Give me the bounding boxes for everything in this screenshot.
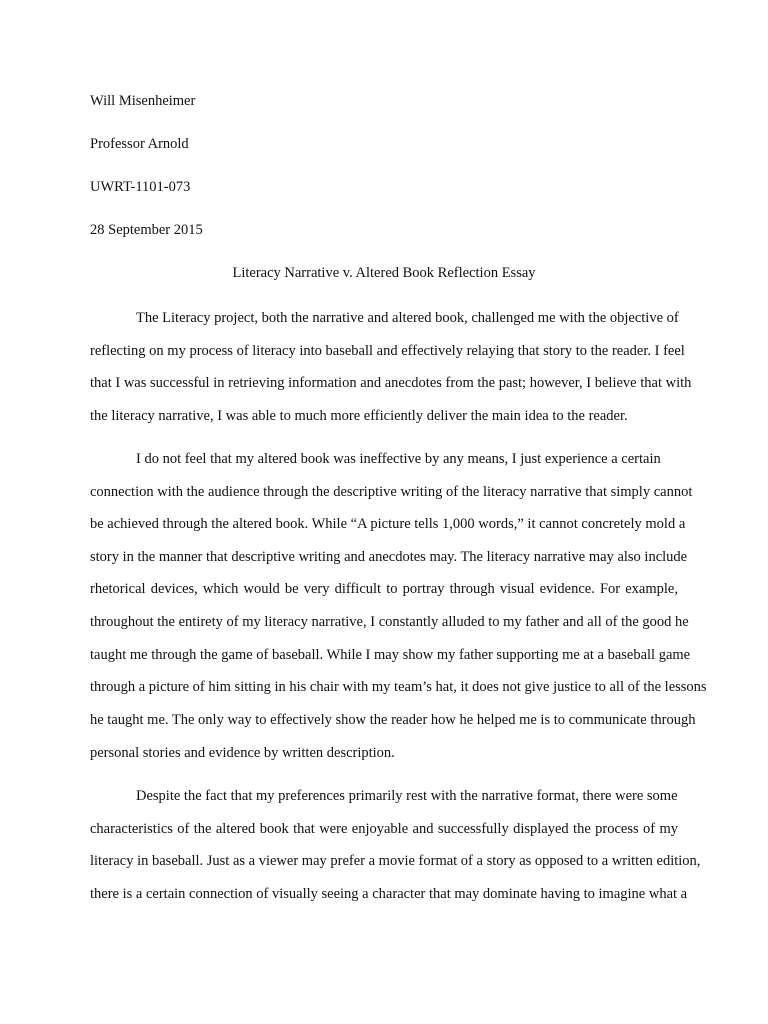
paragraph-line: there is a certain connection of visually seeing a character that may dominate having to imagine what a [90,886,688,902]
professor-name: Professor Arnold [90,136,189,152]
paragraph-line: that I was successful in retrieving information and anecdotes from the past; however, I believe that with [90,375,692,391]
paragraph-line: rhetorical devices, which would be very difficult to portray through visual evidence. For example, [90,581,678,597]
paragraph-line: he taught me. The only way to effectively show the reader how he helped me is to communicate through [90,712,696,728]
paragraph-line: be achieved through the altered book. While “A picture tells 1,000 words,” it cannot concretely mold a [90,516,686,532]
paragraph-line: reflecting on my process of literacy into baseball and effectively relaying that story to the reader. I feel [90,343,685,359]
essay-title: Literacy Narrative v. Altered Book Reflection Essay [232,265,536,281]
paragraph-line: The Literacy project, both the narrative and altered book, challenged me with the objective of [136,310,679,326]
paragraph-line: through a picture of him sitting in his chair with my team’s hat, it does not give justice to all of the lessons [90,679,707,695]
paragraph-line: Despite the fact that my preferences primarily rest with the narrative format, there were some [136,788,678,804]
paragraph-line: characteristics of the altered book that were enjoyable and successfully displayed the process of my [90,821,678,837]
paragraph-line: connection with the audience through the descriptive writing of the literacy narrative that simply cannot [90,484,693,500]
paragraph-line: throughout the entirety of my literacy narrative, I constantly alluded to my father and all of the good he [90,614,689,630]
paragraph-line: taught me through the game of baseball. While I may show my father supporting me at a baseball game [90,647,691,663]
course-code: UWRT-1101-073 [90,179,191,195]
paragraph-line: I do not feel that my altered book was ineffective by any means, I just experience a certain [136,451,661,467]
paragraph-line: literacy in baseball. Just as a viewer may prefer a movie format of a story as opposed to a written edition, [90,853,701,869]
author-name: Will Misenheimer [90,93,196,109]
paragraph-line: story in the manner that descriptive writing and anecdotes may. The literacy narrative may also include [90,549,688,565]
paragraph-line: personal stories and evidence by written description. [90,745,395,761]
paragraph-line: the literacy narrative, I was able to much more efficiently deliver the main idea to the reader. [90,408,628,424]
essay-date: 28 September 2015 [90,222,203,238]
